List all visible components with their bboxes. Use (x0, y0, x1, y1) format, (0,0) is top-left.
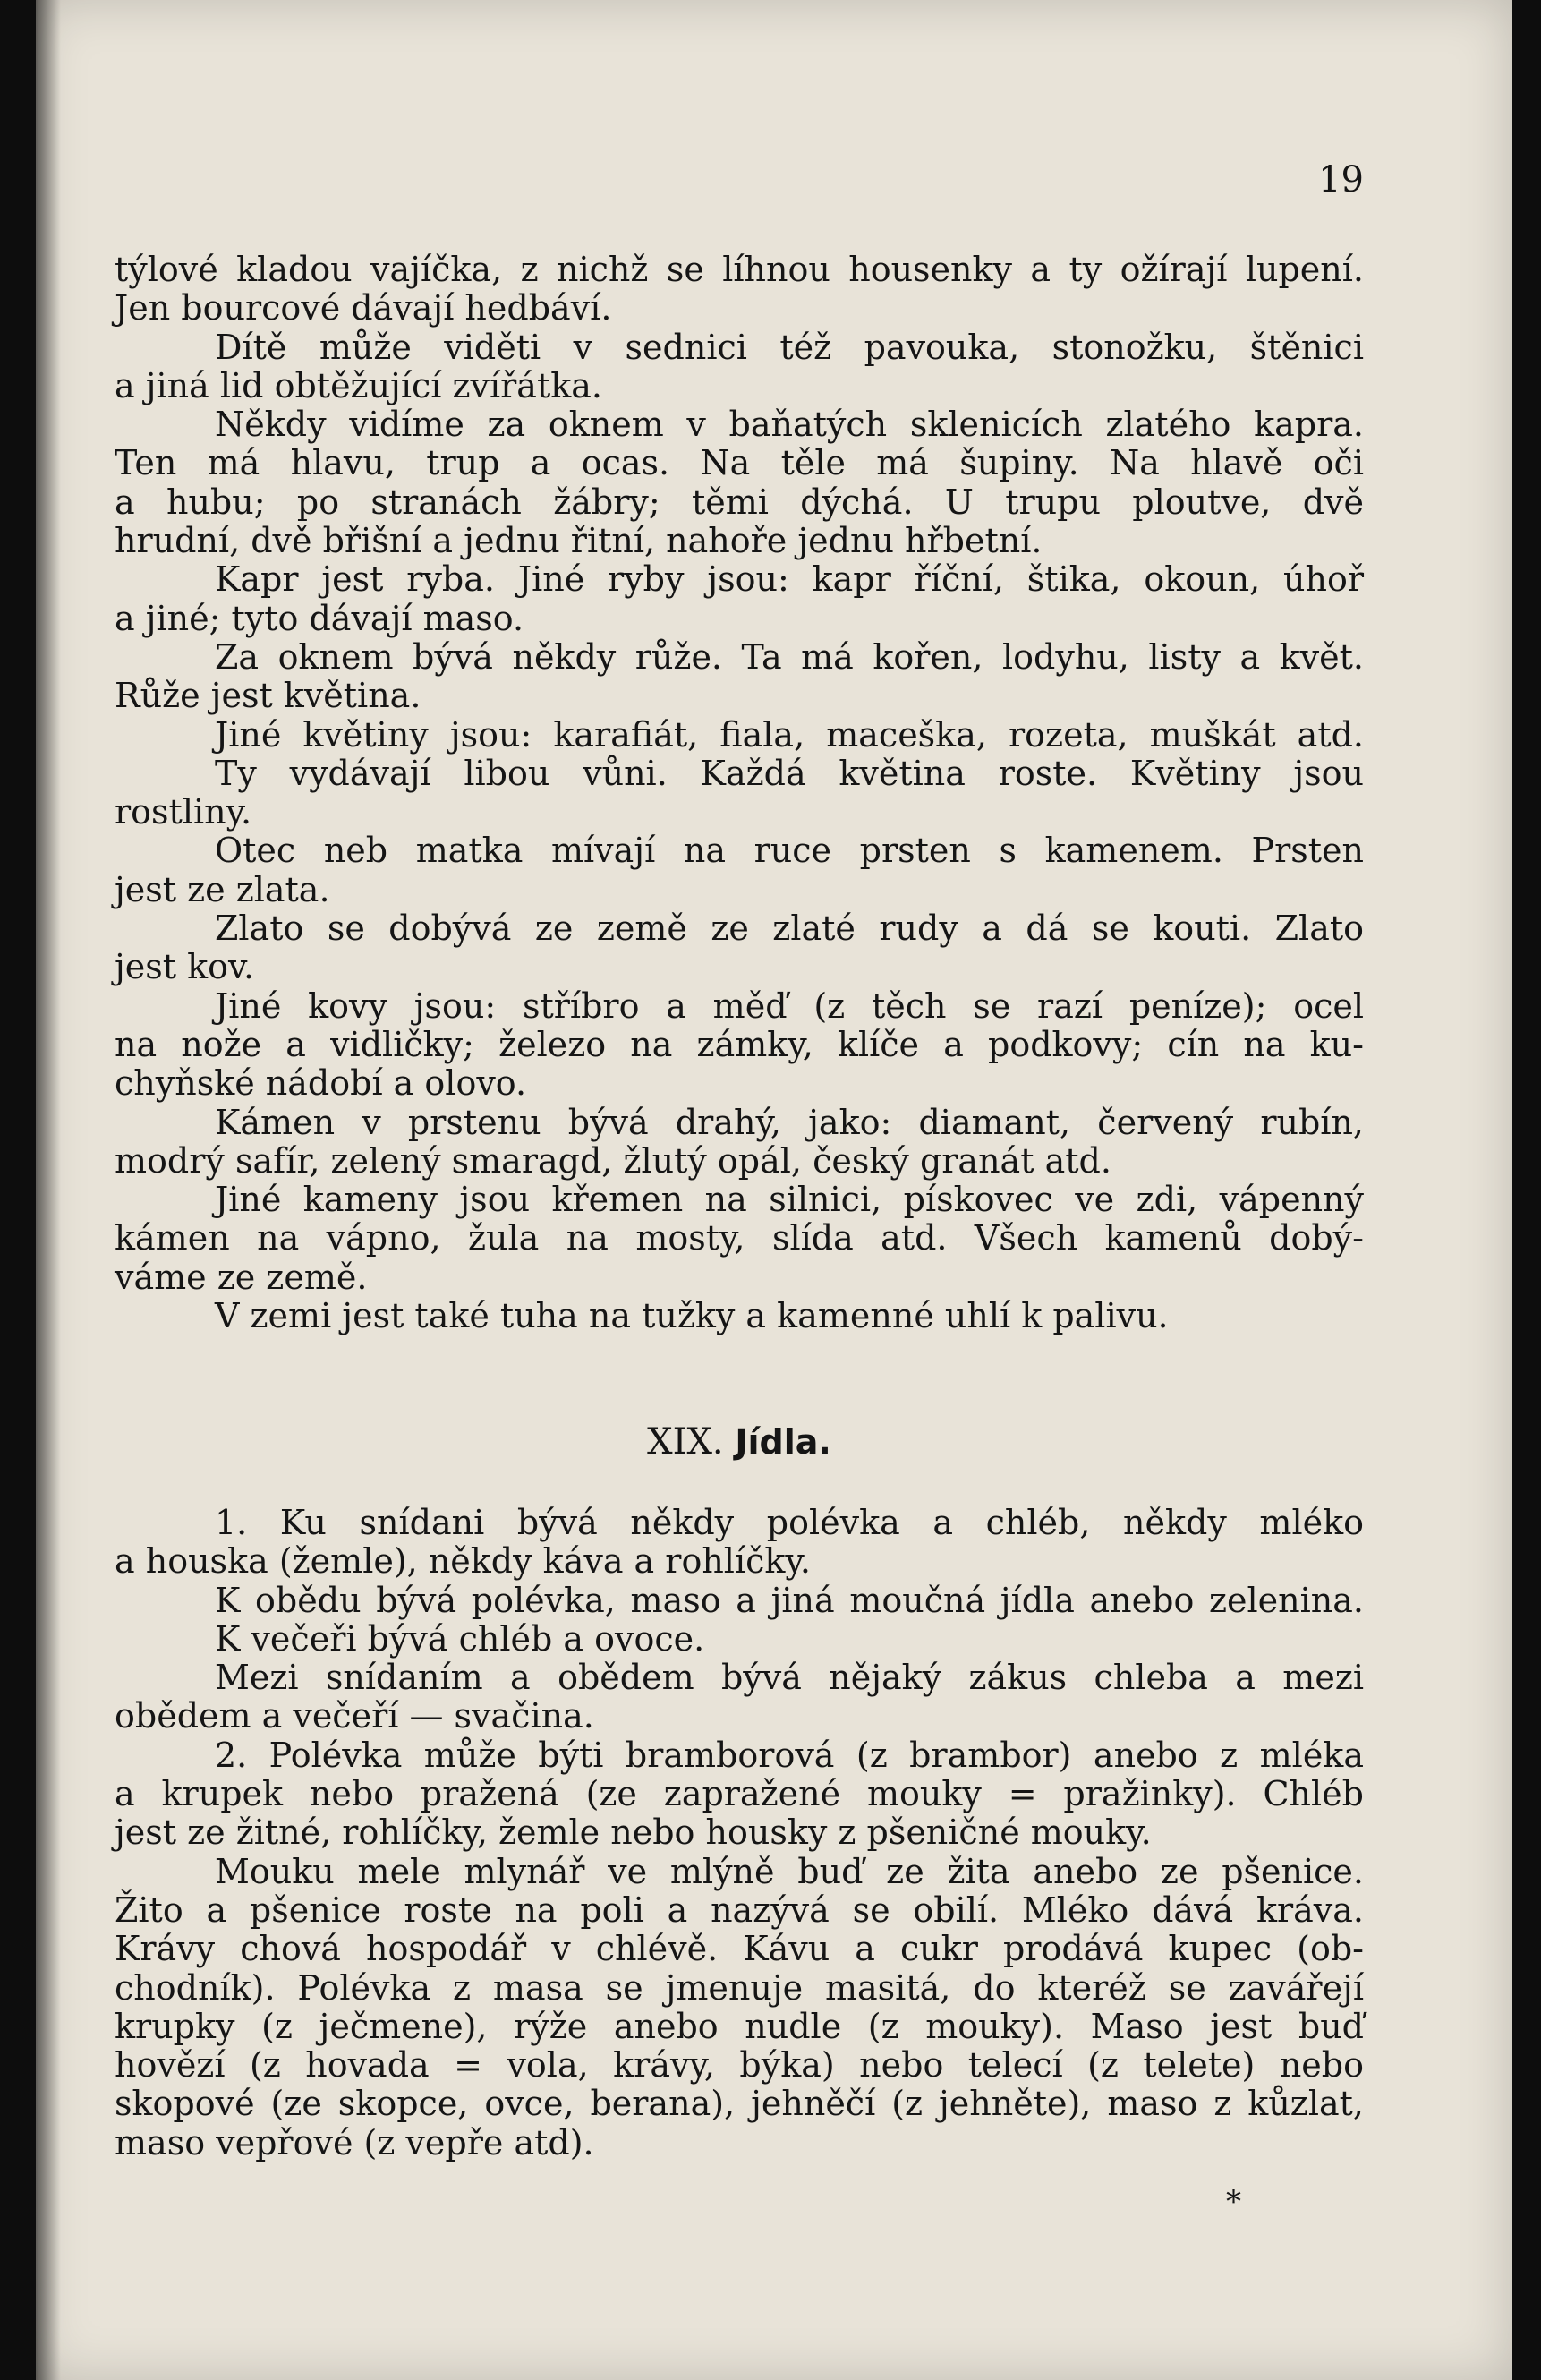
text-line: Dítě může viděti v sednici též pavouka, stonožku, štěnici (215, 327, 1364, 367)
binding-shadow (36, 0, 61, 2380)
text-line: hovězí (z hovada = vola, krávy, býka) nebo telecí (z telete) nebo (115, 2045, 1364, 2086)
text-line: kámen na vápno, žula na mosty, slída atd. Všech kamenů dobý- (115, 1218, 1364, 1258)
text-line: V zemi jest také tuha na tužky a kamenné uhlí k palivu. (215, 1296, 1169, 1336)
text-line: a jiná lid obtěžující zvířátka. (115, 365, 602, 405)
text-line: chyňské nádobí a olovo. (115, 1063, 527, 1104)
text-line: Otec neb matka mívají na ruce prsten s kamenem. Prsten (215, 831, 1364, 871)
text-line: týlové kladou vajíčka, z nichž se líhnou housenky a ty ožírají lupení. (115, 250, 1364, 289)
text-line: Jiné kovy jsou: stříbro a měď (z těch se razí peníze); ocel (215, 985, 1364, 1026)
section-heading (115, 1421, 1364, 1463)
text-line: a jiné; tyto dávají maso. (115, 598, 524, 638)
text-line: jest ze zlata. (115, 869, 330, 909)
text-line: Ten má hlavu, trup a ocas. Na těle má šupiny. Na hlavě oči (115, 443, 1364, 483)
text-line: maso vepřové (z vepře atd). (115, 2122, 594, 2162)
text-line: Žito a pšenice roste na poli a nazývá se obilí. Mléko dává kráva. (115, 1889, 1364, 1930)
text-line: Krávy chová hospodář v chlévě. Kávu a cukr prodává kupec (ob- (115, 1929, 1364, 1969)
text-line: rostliny. (115, 792, 252, 832)
text-line: jest ze žitné, rohlíčky, žemle nebo housky z pšeničné mouky. (115, 1813, 1152, 1853)
text-line: Jiné květiny jsou: karafiát, fiala, maceška, rozeta, muškát atd. (215, 714, 1364, 755)
text-line: a houska (žemle), někdy káva a rohlíčky. (115, 1541, 811, 1582)
text-line: Mouku mele mlynář ve mlýně buď ze žita anebo ze pšenice. (215, 1851, 1364, 1891)
text-line: Zlato se dobývá ze země ze zlaté rudy a dá se kouti. Zlato (215, 908, 1364, 949)
text-line: váme ze země. (115, 1257, 368, 1297)
text-line: Růže jest květina. (115, 676, 421, 716)
text-line: K obědu bývá polévka, maso a jiná moučná jídla anebo zelenina. (215, 1580, 1364, 1620)
text-line: 1. Ku snídani bývá někdy polévka a chléb, někdy mléko (215, 1503, 1364, 1542)
text-block-animals-plants-minerals (115, 251, 1364, 1335)
text-line: chodník). Polévka z masa se jmenuje masitá, do kteréž se zavářejí (115, 1967, 1364, 2008)
text-line: Jen bourcové dávají hedbáví. (115, 288, 612, 328)
text-line: na nože a vidličky; železo na zámky, klíče a podkovy; cín na ku- (115, 1024, 1364, 1064)
text-line: krupky (z ječmene), rýže anebo nudle (z mouky). Maso jest buď (115, 2006, 1364, 2046)
text-line: jest kov. (115, 947, 255, 987)
text-line: a hubu; po stranách žábry; těmi dýchá. U trupu ploutve, dvě (115, 482, 1364, 522)
text-line: Kámen v prstenu bývá drahý, jako: diamant, červený rubín, (215, 1102, 1364, 1142)
text-line: hrudní, dvě břišní a jednu řitní, nahoře jednu hřbetní. (115, 521, 1043, 561)
section-number: XIX. (647, 1421, 724, 1463)
text-line: a krupek nebo pražená (ze zapražené mouky = pražinky). Chléb (115, 1774, 1364, 1814)
text-line: Někdy vidíme za oknem v baňatých sklenicích zlatého kapra. (215, 405, 1364, 445)
text-line: Mezi snídaním a obědem bývá nějaký zákus chleba a mezi (215, 1658, 1364, 1698)
text-line: skopové (ze skopce, ovce, berana), jehněčí (z jehněte), maso z kůzlat, (115, 2084, 1364, 2124)
text-line: obědem a večeří — svačina. (115, 1696, 594, 1736)
section-title: Jídla. (735, 1422, 831, 1462)
text-line: modrý safír, zelený smaragd, žlutý opál, český granát atd. (115, 1140, 1111, 1181)
signature-mark: * (1226, 2184, 1241, 2220)
text-line: Za oknem bývá někdy růže. Ta má kořen, lodyhu, listy a květ. (215, 636, 1364, 677)
page-number: 19 (1318, 159, 1364, 200)
text-line: Ty vydávají libou vůni. Každá květina roste. Květiny jsou (215, 753, 1364, 793)
text-line: Jiné kameny jsou křemen na silnici, pískovec ve zdi, vápenný (215, 1180, 1364, 1220)
text-line: Kapr jest ryba. Jiné ryby jsou: kapr říční, štika, okoun, úhoř (215, 559, 1364, 600)
text-line: K večeři bývá chléb a ovoce. (215, 1618, 705, 1659)
text-block-food (115, 1504, 1364, 2162)
text-line: 2. Polévka může býti bramborová (z brambor) anebo z mléka (215, 1735, 1364, 1775)
